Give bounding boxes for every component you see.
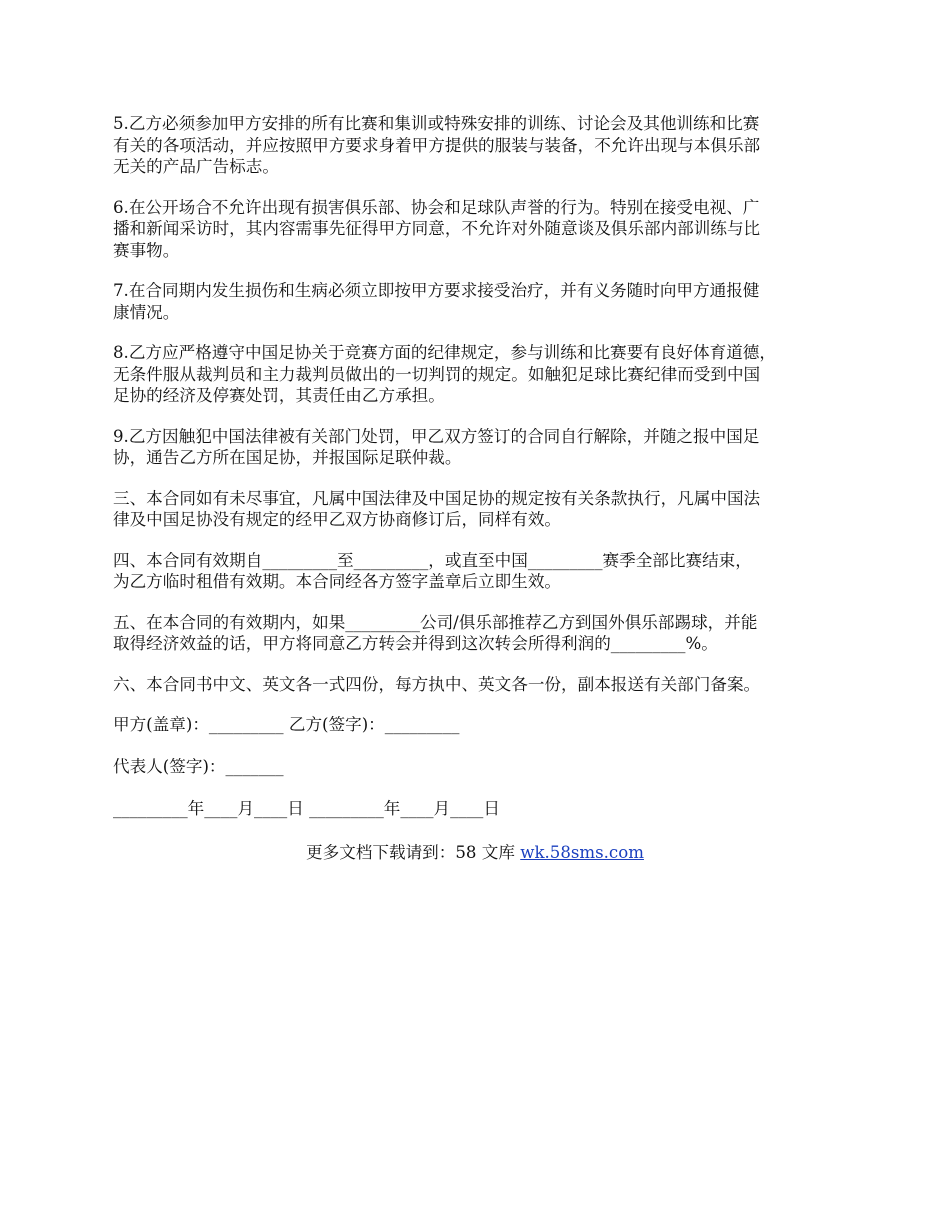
- paragraph-clause-8: [113, 342, 841, 407]
- paragraph-line: 五、在本合同的有效期内，如果_________公司/俱乐部推荐乙方到国外俱乐部踢球，并能: [113, 612, 758, 632]
- document-body: [113, 113, 841, 840]
- paragraph-clause-5: [113, 113, 841, 178]
- paragraph-line: 康情况。: [113, 302, 180, 322]
- paragraph-line: 取得经济效益的话，甲方将同意乙方转会并得到这次转会所得利润的_________%。: [113, 634, 718, 653]
- footer-link[interactable]: wk.58sms.com: [520, 843, 644, 862]
- paragraph-line: 赛事物。: [113, 240, 180, 260]
- signature-representative-line: 代表人(签字)：_______: [113, 757, 284, 776]
- paragraph-line: 6.在公开场合不允许出现有损害俱乐部、协会和足球队声誉的行为。特别在接受电视、广: [113, 197, 760, 217]
- download-footer: [0, 842, 950, 863]
- clause-list: [113, 113, 841, 695]
- paragraph-clause-9: [113, 426, 841, 469]
- paragraph-clause-6: [113, 197, 841, 262]
- paragraph-line: 无关的产品广告标志。: [113, 157, 279, 176]
- signature-date-line: _________年____月____日 _________年____月____日: [113, 799, 500, 818]
- paragraph-line: 8.乙方应严格遵守中国足协关于竞赛方面的纪律规定，参与训练和比赛要有良好体育道德，: [113, 343, 776, 362]
- paragraph-line: 有关的各项活动，并应按照甲方要求身着甲方提供的服装与装备，不允许出现与本俱乐部: [113, 135, 761, 155]
- paragraph-line: 协，通告乙方所在国足协，并报国际足联仲裁。: [113, 448, 462, 467]
- paragraph-line: 六、本合同书中文、英文各一式四份，每方执中、英文各一份，副本报送有关部门备案。: [113, 674, 761, 694]
- signature-parties-line: 甲方(盖章)：_________ 乙方(签字)：_________: [113, 715, 460, 734]
- paragraph-line: 足协的经济及停赛处罚，其责任由乙方承担。: [113, 386, 445, 405]
- paragraph-section-3: [113, 488, 841, 531]
- paragraph-line: 三、本合同如有未尽事宜，凡属中国法律及中国足协的规定按有关条款执行，凡属中国法: [113, 488, 761, 508]
- paragraph-clause-7: [113, 280, 841, 323]
- paragraph-line: 7.在合同期内发生损伤和生病必须立即按甲方要求接受治疗，并有义务随时向甲方通报健: [113, 281, 760, 300]
- paragraph-line: 9.乙方因触犯中国法律被有关部门处罚，甲乙双方签订的合同自行解除，并随之报中国足: [113, 426, 760, 446]
- paragraph-section-6: [113, 674, 841, 696]
- paragraph-line: 5.乙方必须参加甲方安排的所有比赛和集训或特殊安排的训练、讨论会及其他训练和比赛: [113, 114, 760, 133]
- paragraph-section-4: [113, 550, 841, 593]
- paragraph-section-5: [113, 612, 841, 655]
- paragraph-line: 四、本合同有效期自_________至_________，或直至中国_________赛季全部比赛结束，: [113, 550, 752, 570]
- footer-text: 更多文档下载请到：58 文库: [306, 843, 521, 862]
- paragraph-line: 为乙方临时租借有效期。本合同经各方签字盖章后立即生效。: [113, 572, 562, 591]
- paragraph-line: 播和新闻采访时，其内容需事先征得甲方同意，不允许对外随意谈及俱乐部内部训练与比: [113, 219, 761, 238]
- paragraph-line: 律及中国足协没有规定的经甲乙双方协商修订后，同样有效。: [113, 510, 562, 529]
- paragraph-line: 无条件服从裁判员和主力裁判员做出的一切判罚的规定。如触犯足球比赛纪律而受到中国: [113, 364, 761, 384]
